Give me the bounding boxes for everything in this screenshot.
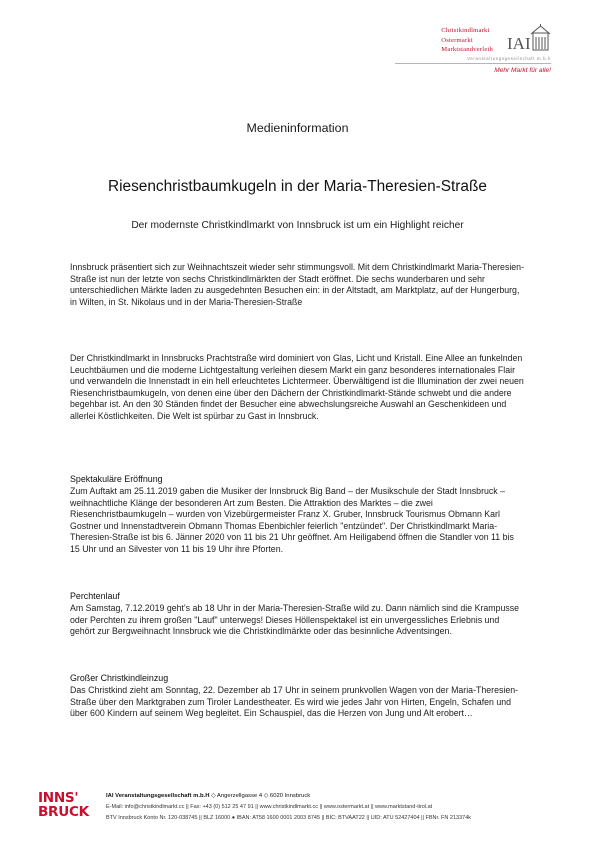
section-text-perchtenlauf: Am Samstag, 7.12.2019 geht's ab 18 Uhr in der Maria-Theresien-Straße wild zu. Dann nämlich sind die Krampusse oder Perchten zu ihrem großen "Lauf" unterwegs! Dieses Höllenspektakel ist ein unvergessliches Erlebnis und gehört zur Bergweihnacht Innsbruck wie die Christkindlmärkte oder das besinnliche Adventsingen. [70,603,520,637]
headline: Riesenchristbaumkugeln in der Maria-Theresien-Straße [108,178,487,195]
brand-divider [395,63,551,64]
footer-contact: E-Mail: info@christkindlmarkt.cc || Fax: +43 (0) 512 25 47 91 || www.christkindlmarkt.cc || www.ostermarkt.at || www.marktstand-tirol.at [106,804,433,810]
section-heading-eroeffnung: Spektakuläre Eröffnung [70,474,163,484]
light-paragraph: Der Christkindlmarkt in Innsbrucks Prachtstraße wird dominiert von Glas, Licht und Kristall. Eine Allee an funkelnden Leuchtbäumen und die moderne Lichtgestaltung verleihen diesem Markt ein ganz besonderes internationales Flair und verwandeln die Innenstadt in ein hell erleuchtetes Lichtermeer. Überwältigend ist die Illumination der zwei neuen Riesenchristbaumkugeln, von denen eine über den Dächern der Christkindlmarkt-Stände schwebt und die andere begehbar ist. An den 30 Ständen findet der Besucher eine abwechslungsreiche Auswahl an Geschenkideen und allerlei Köstlichkeiten. Die Welt ist spürbar zu Gast in Innsbruck. [70,353,524,421]
brand-subtitle: Veranstaltungsgesellschaft m.b.h [467,56,551,61]
subheadline: Der modernste Christkindlmarkt von Innsbruck ist um ein Highlight reicher [131,220,464,231]
document-label: Medieninformation [246,121,349,135]
section-text-christkindleinzug: Das Christkind zieht am Sonntag, 22. Dezember ab 17 Uhr in seinem prunkvollen Wagen von der Maria-Theresien-Straße über den Marktgraben zum Tiroler Landestheater. Es wird wie jedes Jahr von Hirten, Engeln, Schafen und über 600 Kindern auf seinem Weg begleitet. Ein Schauspiel, das die Herzen von Jung und Alt erobert… [70,685,519,719]
brand-line-christkindlmarkt: Christkindlmarkt [441,27,490,34]
intro-paragraph: Innsbruck präsentiert sich zur Weihnachtszeit wieder sehr stimmungsvoll. Mit dem Christkindlmarkt Maria-Theresien-Straße ist nun der letzte von sechs Christkindlmärkten der Stadt eröffnet. Die sechs wunderbaren und sehr unterschiedlichen Märkte laden zu ausgedehnten Besuchen ein: in der Altstadt, am Marktplatz, auf der Hungerburg, in Wilten, in St. Nikolaus und in der Maria-Theresien-Straße [70,262,525,307]
footer-company-name: IAI Veranstaltungsgesellschaft m.b.H [106,793,210,799]
brand-line-marktstandverleih: Marktstandverleih [441,46,493,54]
innsbruck-logo [38,791,100,819]
iai-logo-text: IAI [507,34,531,52]
logo-line-bruck: BRUCK [38,804,89,820]
brand-block [441,26,493,55]
logo-line-inns: INNS' [38,790,79,806]
footer-bank: BTV Innsbruck Konto Nr. 120-038745 || BLZ 16000 ● IBAN: AT58 1600 0001 2003 8745 || BIC: BTVAAT22 || UID: ATU 52427404 || FBNr. FN 213374k [106,815,472,821]
section-heading-christkindleinzug: Großer Christkindleinzug [70,673,169,683]
footer-company [106,793,310,799]
section-heading-perchtenlauf: Perchtenlauf [70,591,120,601]
footer-company-address: ◇ Angerzellgasse 4 ◇ 6020 Innsbruck [209,793,311,799]
brand-line-ostermarkt: Ostermarkt [441,36,473,44]
iai-logo [507,24,551,52]
section-text-eroeffnung: Zum Auftakt am 25.11.2019 gaben die Musiker der Innsbruck Big Band – der Musikschule der Stadt Innsbruck – weihnachtliche Klänge der besonderen Art zum Besten. Die Attraktion des Marktes – die zwei Riesenchristbaumkugeln – wurden von Vizebürgermeister Franz X. Gruber, Innsbruck Tourismus Obmann Karl Gostner und Innenstadtverein Obmann Thomas Ebenbichler feierlich "entzündet". Der Christkindlmarkt Maria-Theresien-Straße ist bis 6. Jänner 2020 von 11 bis 21 Uhr geöffnet. Am Heiligabend öffnen die Standler von 11 bis 15 Uhr und an Silvester von 11 bis 19 Uhr ihre Pforten. [70,486,514,554]
tagline: Mehr Markt für alle! [494,67,551,74]
